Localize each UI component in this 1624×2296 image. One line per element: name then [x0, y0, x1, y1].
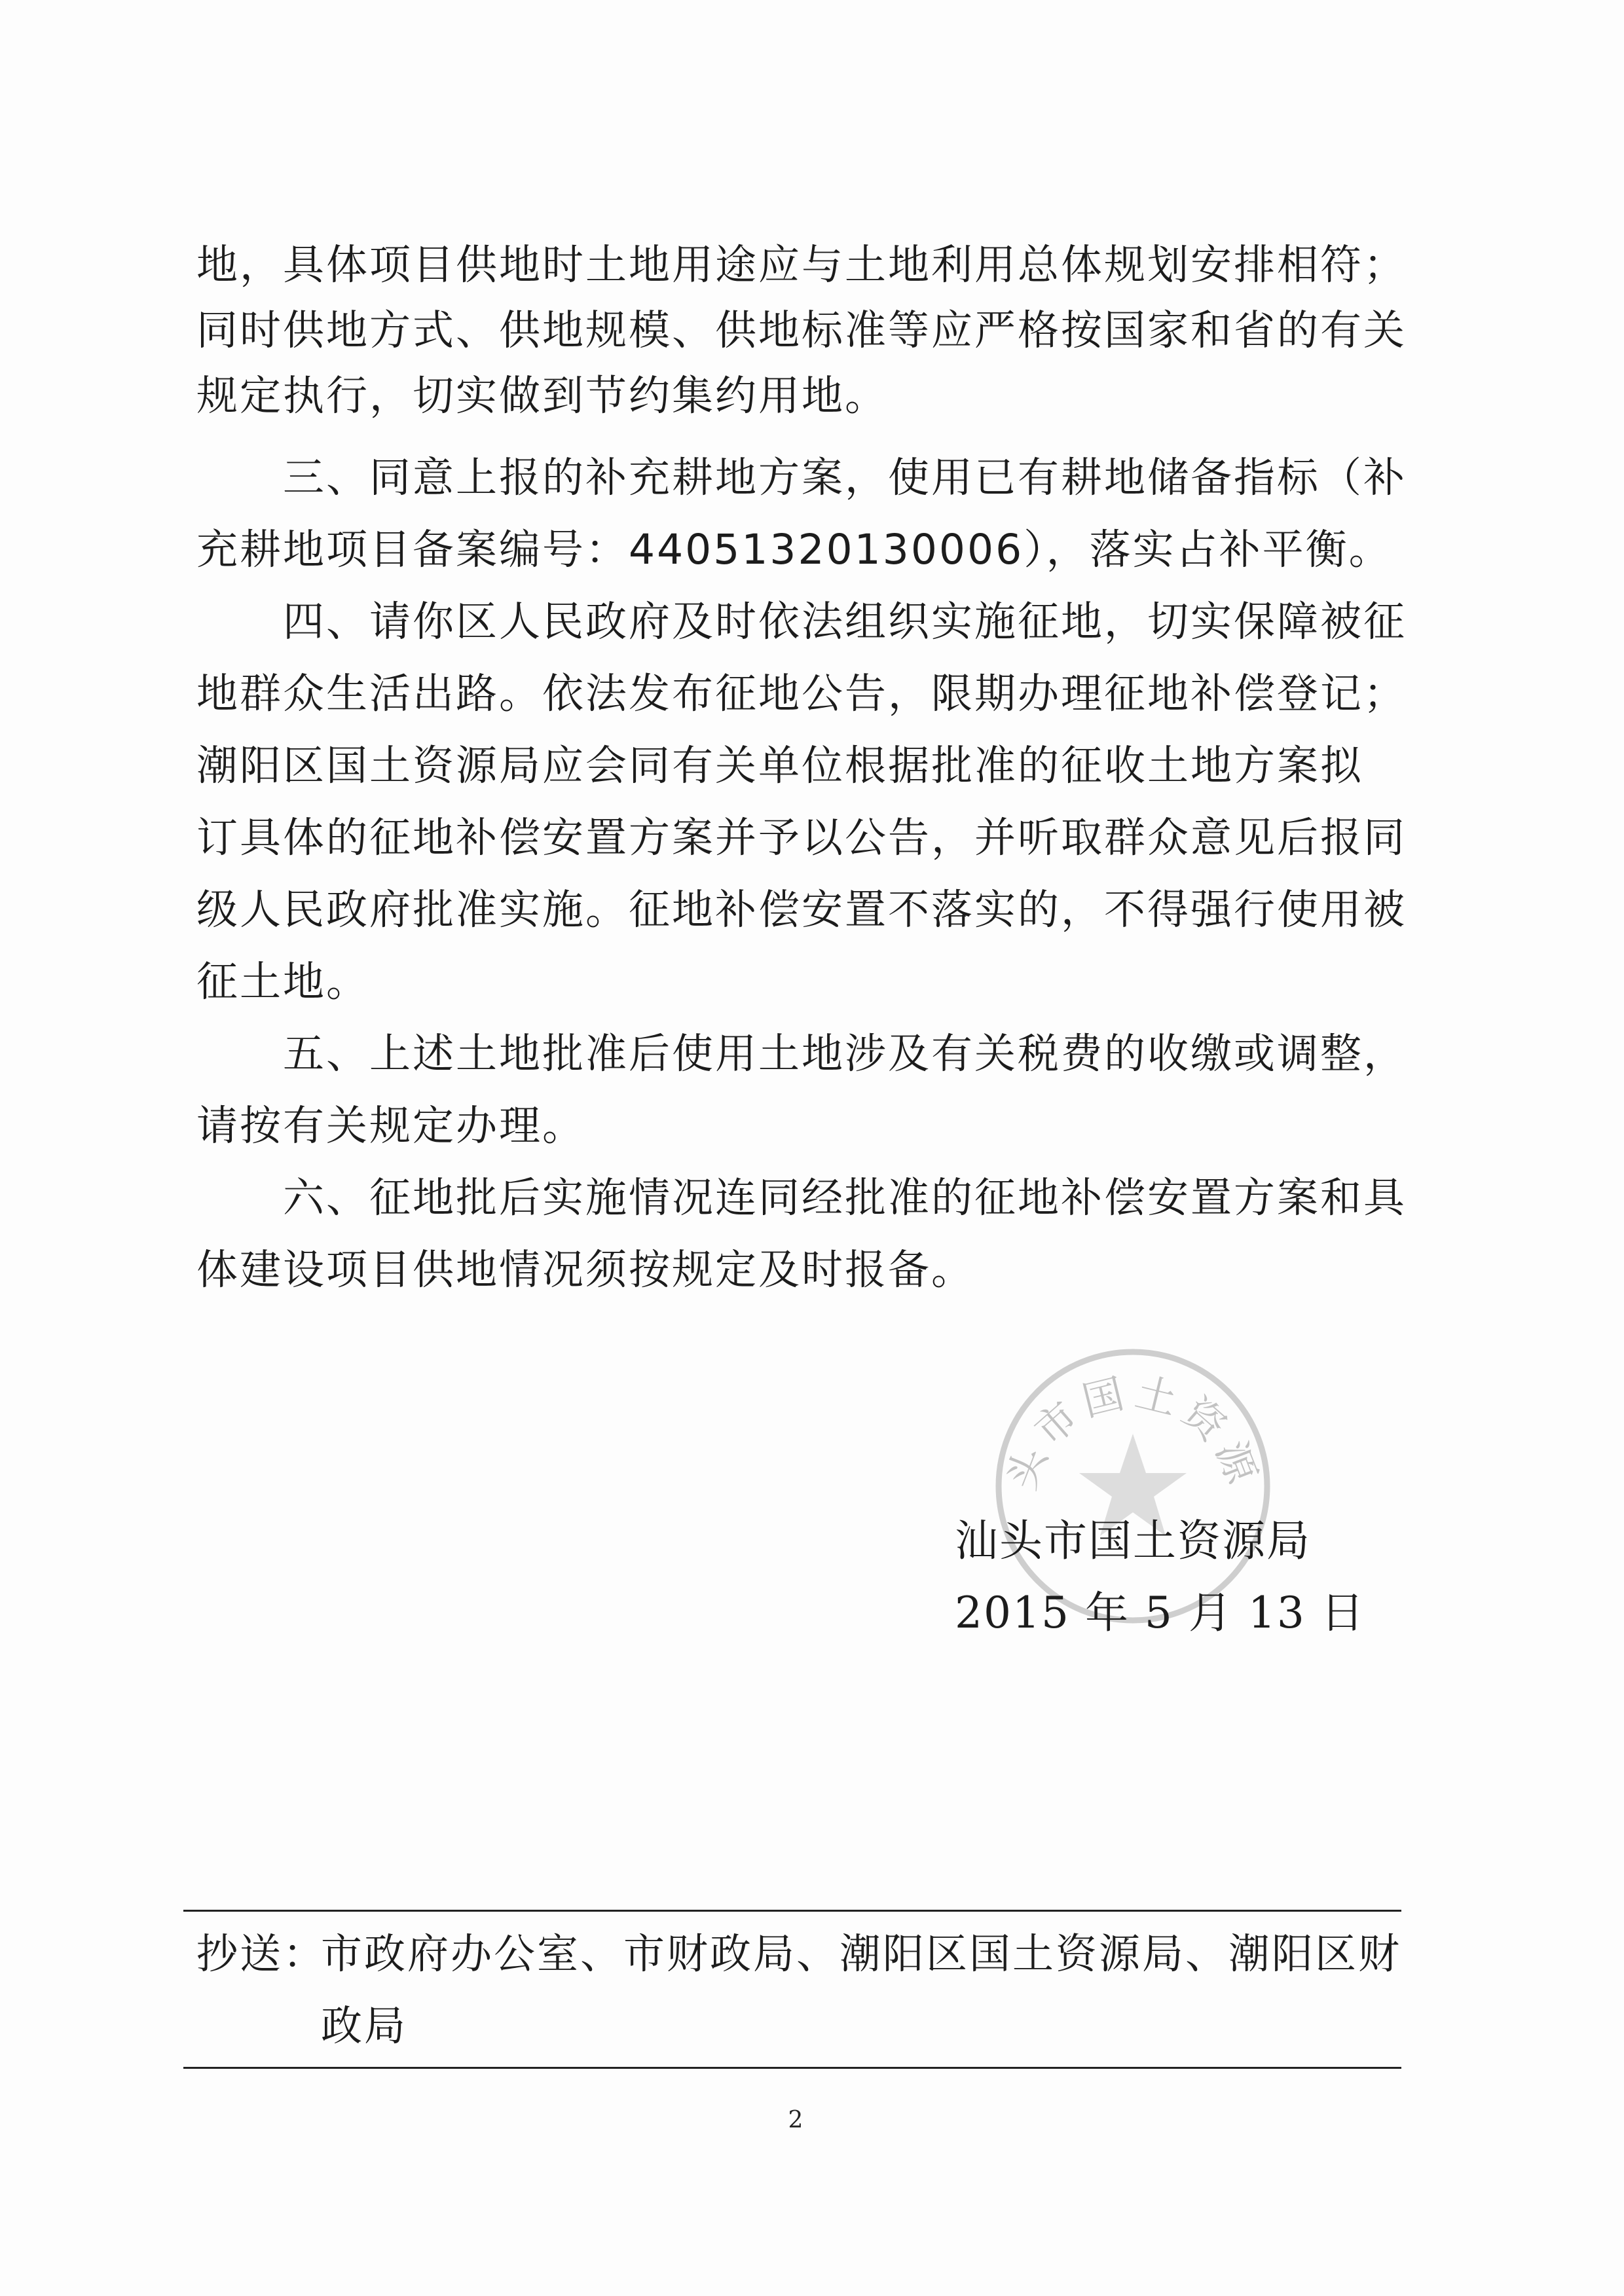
body-line: 请按有关规定办理。 — [196, 1102, 585, 1150]
body-line: 规定执行，切实做到节约集约用地。 — [196, 372, 888, 420]
body-line: 地群众生活出路。依法发布征地公告，限期办理征地补偿登记； — [196, 670, 1407, 718]
cc-label: 抄送： — [196, 1930, 326, 1978]
body-line: 六、征地批后实施情况连同经批准的征地补偿安置方案和具 — [283, 1174, 1407, 1222]
body-line: 潮阳区国土资源局应会同有关单位根据批准的征收土地方案拟 — [196, 742, 1363, 790]
page-number: 2 — [788, 2107, 803, 2134]
body-line: 同时供地方式、供地规模、供地标准等应严格按国家和省的有关 — [196, 306, 1407, 354]
body-line: 级人民政府批准实施。征地补偿安置不落实的，不得强行使用被 — [196, 886, 1407, 934]
body-line: 征土地。 — [196, 958, 369, 1006]
body-line: 四、请你区人民政府及时依法组织实施征地，切实保障被征 — [283, 598, 1407, 646]
signature-date: 2015 年 5 月 13 日 — [955, 1588, 1365, 1638]
seal-text: 头市国土资源 — [997, 1368, 1268, 1496]
cc-bottom-rule — [183, 2067, 1401, 2069]
cc-recipients-line1: 市政府办公室、市财政局、潮阳区国土资源局、潮阳区财 — [321, 1930, 1401, 1978]
cc-recipients-line2: 政局 — [321, 2002, 407, 2050]
body-line: 体建设项目供地情况须按规定及时报备。 — [196, 1246, 974, 1294]
body-line: 订具体的征地补偿安置方案并予以公告，并听取群众意见后报同 — [196, 814, 1407, 862]
body-line: 地，具体项目供地时土地用途应与土地利用总体规划安排相符； — [196, 241, 1407, 289]
body-line: 五、上述土地批准后使用土地涉及有关税费的收缴或调整， — [283, 1030, 1407, 1078]
body-line: 充耕地项目备案编号：44051320130006），落实占补平衡。 — [196, 526, 1392, 574]
signature-org: 汕头市国土资源局 — [955, 1516, 1311, 1566]
body-line: 三、同意上报的补充耕地方案，使用已有耕地储备指标（补 — [283, 454, 1407, 501]
cc-top-rule — [183, 1910, 1401, 1912]
